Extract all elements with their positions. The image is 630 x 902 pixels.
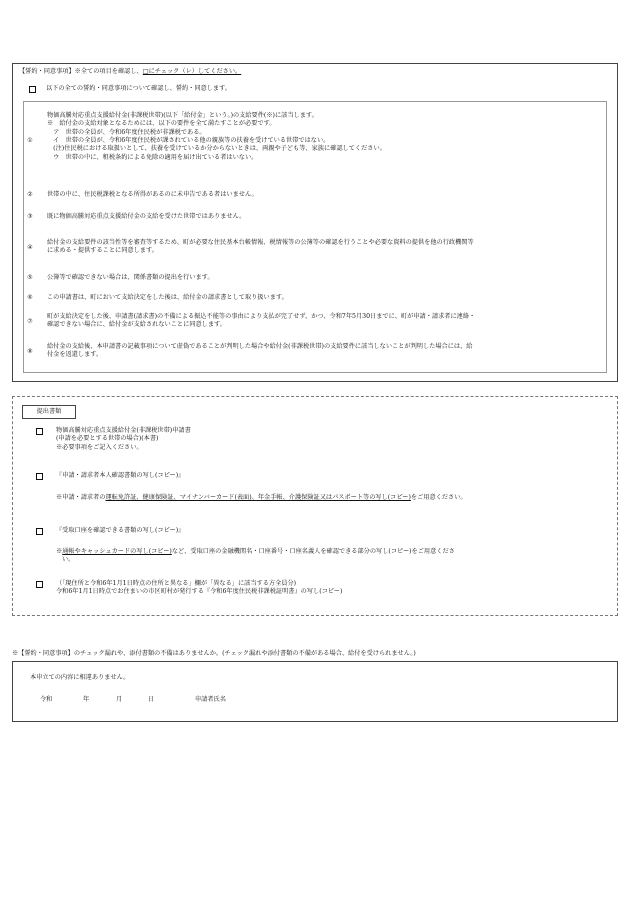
- doc-2-note-suffix: をご用意ください。: [410, 494, 467, 501]
- oath-item-7-text: [47, 313, 475, 330]
- oath-item-6-number: ⑥: [27, 294, 33, 301]
- oath-item-2-number: ②: [27, 191, 33, 198]
- oath-item-1-text: [47, 112, 386, 162]
- doc-2-note-prefix: ※申請・請求者の: [56, 494, 106, 501]
- doc-2-note: [56, 494, 467, 502]
- doc-3-note: [56, 548, 455, 565]
- oath-item-1-number: ①: [27, 137, 33, 144]
- doc-3-note-suffix: など、受取口座の金融機関名・口座番号・口座名義人を確認できる部分の写し(コピー)をご用意くださ: [171, 548, 455, 555]
- oath-header: [19, 68, 241, 76]
- doc-1-line: (申請を必要とする世帯の場合)(本書): [56, 435, 159, 443]
- oath-item-6-text: この申請書は、町において支給決定をした後は、給付金の請求書として取り扱います。: [47, 294, 288, 301]
- oath-item-4-text: [47, 239, 474, 256]
- oath-item-5-number: ⑤: [27, 274, 33, 281]
- confirmation-statement: 本申立ての内容に相違ありません。: [30, 674, 130, 681]
- oath-item-1-line: ア 世帯の全員が、令和6年度住民税が非課税である。: [47, 128, 206, 136]
- doc-4-line: 令和6年1月1日時点でお住まいの市区町村が発行する『令和6年度住民税非課税証明書』の写し(コピー): [56, 588, 343, 596]
- oath-item-1-line: ウ 世帯の中に、租税条約による免除の適用を届け出ている者はいない。: [47, 153, 258, 161]
- signature-label: 申請者氏名: [195, 696, 226, 703]
- confirmation-box: [12, 661, 618, 722]
- date-era: 令和: [40, 696, 53, 703]
- doc-1-text: [56, 427, 191, 452]
- oath-item-8-line: 給付金の支給後、本申請書の記載事項について虚偽であることが判明した場合や給付金(非課税世帯)の支給要件に該当しないことが判明した場合には、給: [47, 343, 473, 350]
- documents-title: 提出書類: [22, 405, 76, 419]
- check-all-checkbox[interactable]: [29, 86, 36, 93]
- oath-item-5-text: 公簿等で確認できない場合は、関係書類の提出を行います。: [47, 274, 214, 281]
- oath-item-4-line: 給付金の支給要件の該当性等を審査等するため、町が必要な住民基本台帳情報、税情報等の公簿等の確認を行うことや必要な資料の提供を他の行政機関等: [47, 239, 474, 246]
- doc-3-checkbox[interactable]: [36, 528, 43, 535]
- doc-3-note-docs: 通帳やキャッシュカードの写し(コピー): [62, 548, 172, 555]
- oath-header-text: 【誓約・同意事項】※全ての項目を確認し、: [19, 68, 143, 75]
- doc-3-note-line2: い。: [62, 556, 75, 564]
- oath-item-7-number: ⑦: [27, 318, 33, 325]
- oath-item-8-text: [47, 343, 472, 360]
- doc-1-line: 物価高騰対応重点支援給付金(非課税世帯)申請書: [56, 427, 191, 434]
- doc-4-checkbox[interactable]: [36, 581, 43, 588]
- doc-3-note-prefix: ※: [56, 548, 63, 555]
- oath-item-1-line: ※ 給付金の支給対象となるためには、以下の要件を全て満たすことが必要です。: [47, 120, 276, 128]
- check-all-label: 以下の全ての誓約・同意事項について確認し、誓約・同意します。: [46, 85, 232, 92]
- oath-item-7-line: 町が支給決定をした後、申請書(請求書)の不備による振込不能等の事由により支払が完了せず、かつ、令和7年5月30日までに、町が申請・請求者に連絡・: [47, 313, 476, 320]
- doc-2-checkbox[interactable]: [36, 473, 43, 480]
- date-year-label: 年: [83, 696, 90, 703]
- doc-2-title: 『申請・請求者本人確認書類の写し(コピー)』: [56, 472, 185, 479]
- date-day-label: 日: [148, 696, 155, 703]
- doc-3-title: 『受取口座を確認できる書類の写し(コピー)』: [56, 527, 185, 534]
- oath-item-3-number: ③: [27, 213, 33, 220]
- check-notice: ※【誓約・同意事項】のチェック漏れや、添付書類の不備はありませんか。(チェック漏れや添付書類の不備がある場合、給付を受けられません。): [12, 650, 416, 657]
- date-month-label: 月: [116, 696, 123, 703]
- oath-item-8-line: 付金を返還します。: [47, 351, 103, 359]
- oath-item-8-number: ⑧: [27, 348, 33, 355]
- doc-4-text: [56, 580, 342, 597]
- oath-item-1-line: 物価高騰対応重点支援給付金(非課税世帯)(以下「給付金」という。)の支給要件(※)に該当します。: [47, 112, 318, 119]
- doc-2-note-docs: 運転免許証、健康保険証、マイナンバーカード(表面)、年金手帳、介護保険証又はパスポート等の写し(コピー): [105, 494, 411, 501]
- oath-item-4-line: に求める・提供することに同意します。: [47, 247, 158, 255]
- oath-item-1-line: (注)住民税における取扱いとして、扶養を受けているか分からないときは、両親や子ども等、家族に確認してください。: [47, 145, 386, 153]
- oath-item-1-line: イ 世帯の全員が、令和6年度住民税が課されている他の親族等の扶養を受けている世帯ではない。: [47, 137, 330, 145]
- oath-item-7-line: 確認できない場合に、給付金が支給されないことに同意します。: [47, 321, 226, 329]
- oath-header-instruction: □にチェック（レ）してください。: [142, 68, 242, 75]
- oath-item-2-text: 世帯の中に、住民税課税となる所得があるのに未申告である者はいません。: [47, 191, 258, 198]
- doc-4-line: （「現住所と令和6年1月1日時点の住所と異なる」欄が「異なる」に該当する方全員分): [56, 580, 297, 587]
- doc-1-line: ※必要事項をご記入ください。: [56, 443, 143, 451]
- oath-item-4-number: ④: [27, 244, 33, 251]
- doc-1-checkbox[interactable]: [36, 428, 43, 435]
- oath-item-3-text: 既に物価高騰対応重点支援給付金の支給を受けた世帯ではありません。: [47, 213, 246, 220]
